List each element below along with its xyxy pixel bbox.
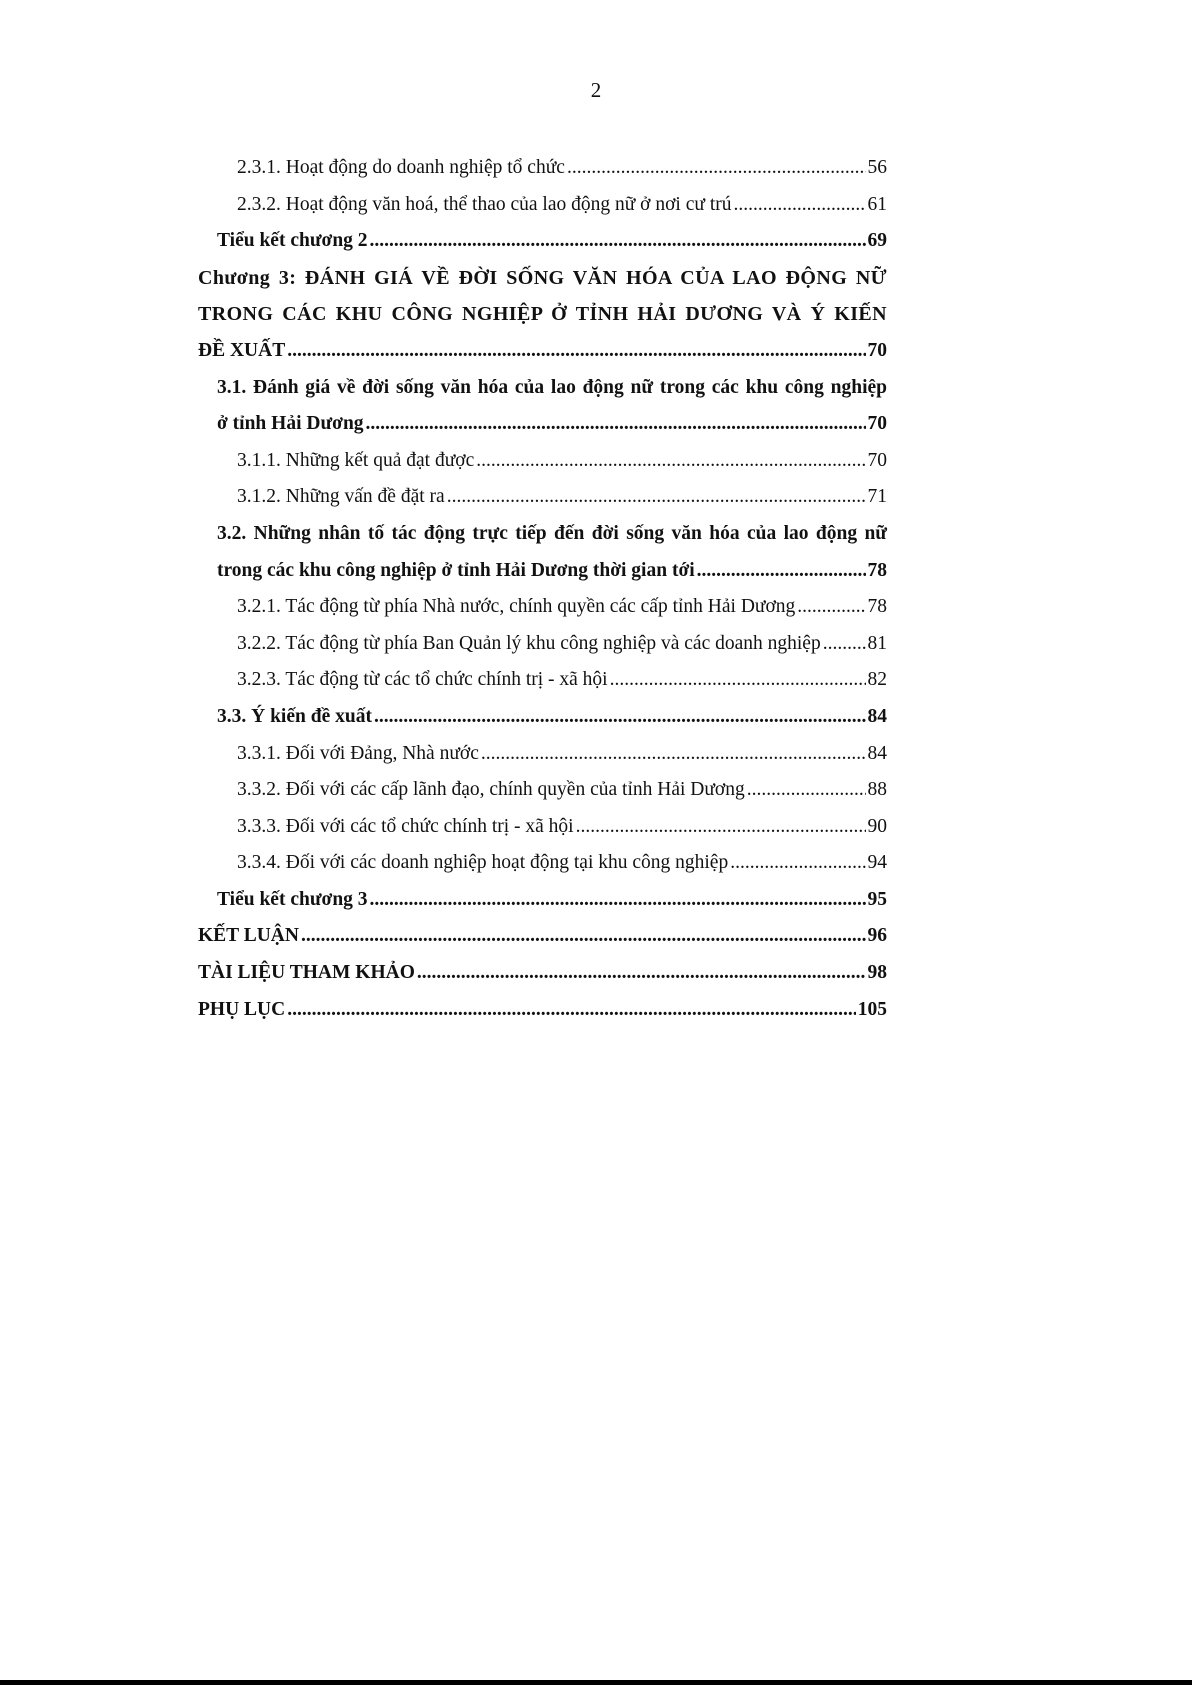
toc-page-number: 70 [867,449,887,471]
dot-leader [730,845,865,882]
dot-leader [567,150,866,187]
toc-entry-row [217,406,887,443]
toc-subsection-entry[interactable] [237,443,887,480]
toc-entry-title: 2.3.2. Hoạt động văn hoá, thể thao của lao động nữ ở nơi cư trú [237,193,732,215]
toc-entry-row [237,479,887,516]
toc-page-number: 70 [867,413,887,435]
toc-section-entry[interactable] [217,370,887,443]
toc-entry-title: Tiểu kết chương 3 [217,888,368,910]
dot-leader [476,443,865,480]
dot-leader [287,992,856,1029]
dot-leader [417,955,866,992]
toc-subsection-entry[interactable] [237,809,887,846]
toc-entry-title: PHỤ LỤC [198,998,286,1020]
toc-entry-row [217,223,887,260]
toc-entry-title: 3.2.3. Tác động từ các tổ chức chính trị - xã hội [237,669,608,691]
toc-entry-title-line: Chương 3: ĐÁNH GIÁ VỀ ĐỜI SỐNG VĂN HÓA CỦA LAO ĐỘNG NỮ [198,266,887,289]
dot-leader [370,223,866,260]
dot-leader [447,479,866,516]
toc-subsection-entry[interactable] [237,662,887,699]
toc-page-number: 78 [867,559,887,581]
table-of-contents [198,150,887,1028]
toc-entry-title: 3.3.2. Đối với các cấp lãnh đạo, chính quyền của tỉnh Hải Dương [237,779,745,801]
toc-entry-row [217,553,887,590]
dot-leader [576,809,866,846]
toc-page-number: 105 [857,998,887,1020]
toc-entry-row [237,187,887,224]
toc-entry-row [217,699,887,736]
toc-entry-row [237,150,887,187]
toc-section-entry[interactable] [217,516,887,589]
toc-page-number: 98 [867,962,887,984]
toc-entry-title: 3.3.1. Đối với Đảng, Nhà nước [237,742,479,764]
toc-entry-title: TÀI LIỆU THAM KHẢO [198,962,415,984]
bottom-edge-band [0,1680,1192,1685]
toc-entry-row [237,772,887,809]
toc-page-number: 90 [867,815,887,837]
dot-leader [301,918,866,955]
toc-page-number: 69 [867,230,887,252]
toc-section-entry[interactable] [217,882,887,919]
dot-leader [697,553,866,590]
toc-entry-row [237,736,887,773]
toc-entry-title: 2.3.1. Hoạt động do doanh nghiệp tổ chức [237,157,565,178]
dot-leader [734,187,866,224]
toc-entry-row [198,992,887,1029]
toc-section-entry[interactable] [217,223,887,260]
toc-page-number: 56 [867,157,887,178]
toc-entry-title: ở tỉnh Hải Dương [217,413,364,435]
toc-entry-title: 3.3.4. Đối với các doanh nghiệp hoạt động tại khu công nghiệp [237,852,729,874]
toc-entry-title: trong các khu công nghiệp ở tỉnh Hải Dương thời gian tới [217,559,695,581]
toc-page-number: 81 [867,632,887,654]
toc-entry-row [237,443,887,480]
toc-subsection-entry[interactable] [237,589,887,626]
toc-chapter-entry[interactable] [198,918,887,955]
toc-subsection-entry[interactable] [237,187,887,224]
toc-entry-row [198,955,887,992]
toc-entry-row [198,333,887,370]
toc-subsection-entry[interactable] [237,772,887,809]
toc-entry-title: Tiểu kết chương 2 [217,230,368,252]
toc-entry-row [237,626,887,663]
dot-leader [374,699,866,736]
toc-entry-title: 3.3.3. Đối với các tổ chức chính trị - xã hội [237,815,574,837]
dot-leader [747,772,866,809]
toc-subsection-entry[interactable] [237,479,887,516]
toc-chapter-entry[interactable] [198,260,887,370]
toc-subsection-entry[interactable] [237,626,887,663]
toc-page-number: 88 [867,779,887,801]
toc-page-number: 84 [867,742,887,764]
toc-chapter-entry[interactable] [198,992,887,1029]
toc-entry-row [237,809,887,846]
toc-entry-title: 3.1.1. Những kết quả đạt được [237,449,475,471]
dot-leader [610,662,866,699]
toc-page-number: 96 [867,925,887,947]
page-number: 2 [590,78,602,102]
dot-leader [370,882,866,919]
toc-page-number: 78 [867,596,887,618]
toc-entry-row [198,918,887,955]
toc-subsection-entry[interactable] [237,845,887,882]
toc-entry-row [217,882,887,919]
toc-page-number: 82 [867,669,887,691]
toc-entry-title: 3.2.1. Tác động từ phía Nhà nước, chính quyền các cấp tỉnh Hải Dương [237,596,796,618]
toc-chapter-entry[interactable] [198,955,887,992]
toc-entry-title-line: TRONG CÁC KHU CÔNG NGHIỆP Ở TỈNH HẢI DƯƠNG VÀ Ý KIẾN [198,303,887,326]
toc-entry-title: 3.3. Ý kiến đề xuất [217,705,372,727]
toc-entry-title-line: 3.2. Những nhân tố tác động trực tiếp đến đời sống văn hóa của lao động nữ [217,522,887,544]
toc-entry-title: ĐỀ XUẤT [198,339,286,361]
dot-leader [823,626,866,663]
toc-entry-row [237,589,887,626]
toc-entry-title-line: 3.1. Đánh giá về đời sống văn hóa của lao động nữ trong các khu công nghiệp [217,376,887,398]
toc-subsection-entry[interactable] [237,736,887,773]
toc-section-entry[interactable] [217,699,887,736]
dot-leader [481,736,866,773]
toc-entry-title: 3.2.2. Tác động từ phía Ban Quản lý khu công nghiệp và các doanh nghiệp [237,632,821,654]
toc-entry-row [237,662,887,699]
dot-leader [366,406,866,443]
toc-subsection-entry[interactable] [237,150,887,187]
dot-leader [287,333,865,370]
dot-leader [797,589,865,626]
toc-page-number: 71 [867,486,887,508]
toc-page-number: 84 [867,705,887,727]
toc-page-number: 61 [867,193,887,215]
toc-page-number: 70 [867,339,887,361]
toc-entry-row [237,845,887,882]
toc-entry-title: KẾT LUẬN [198,925,299,947]
toc-page-number: 95 [867,888,887,910]
toc-entry-title: 3.1.2. Những vấn đề đặt ra [237,486,445,508]
toc-page-number: 94 [867,852,887,874]
